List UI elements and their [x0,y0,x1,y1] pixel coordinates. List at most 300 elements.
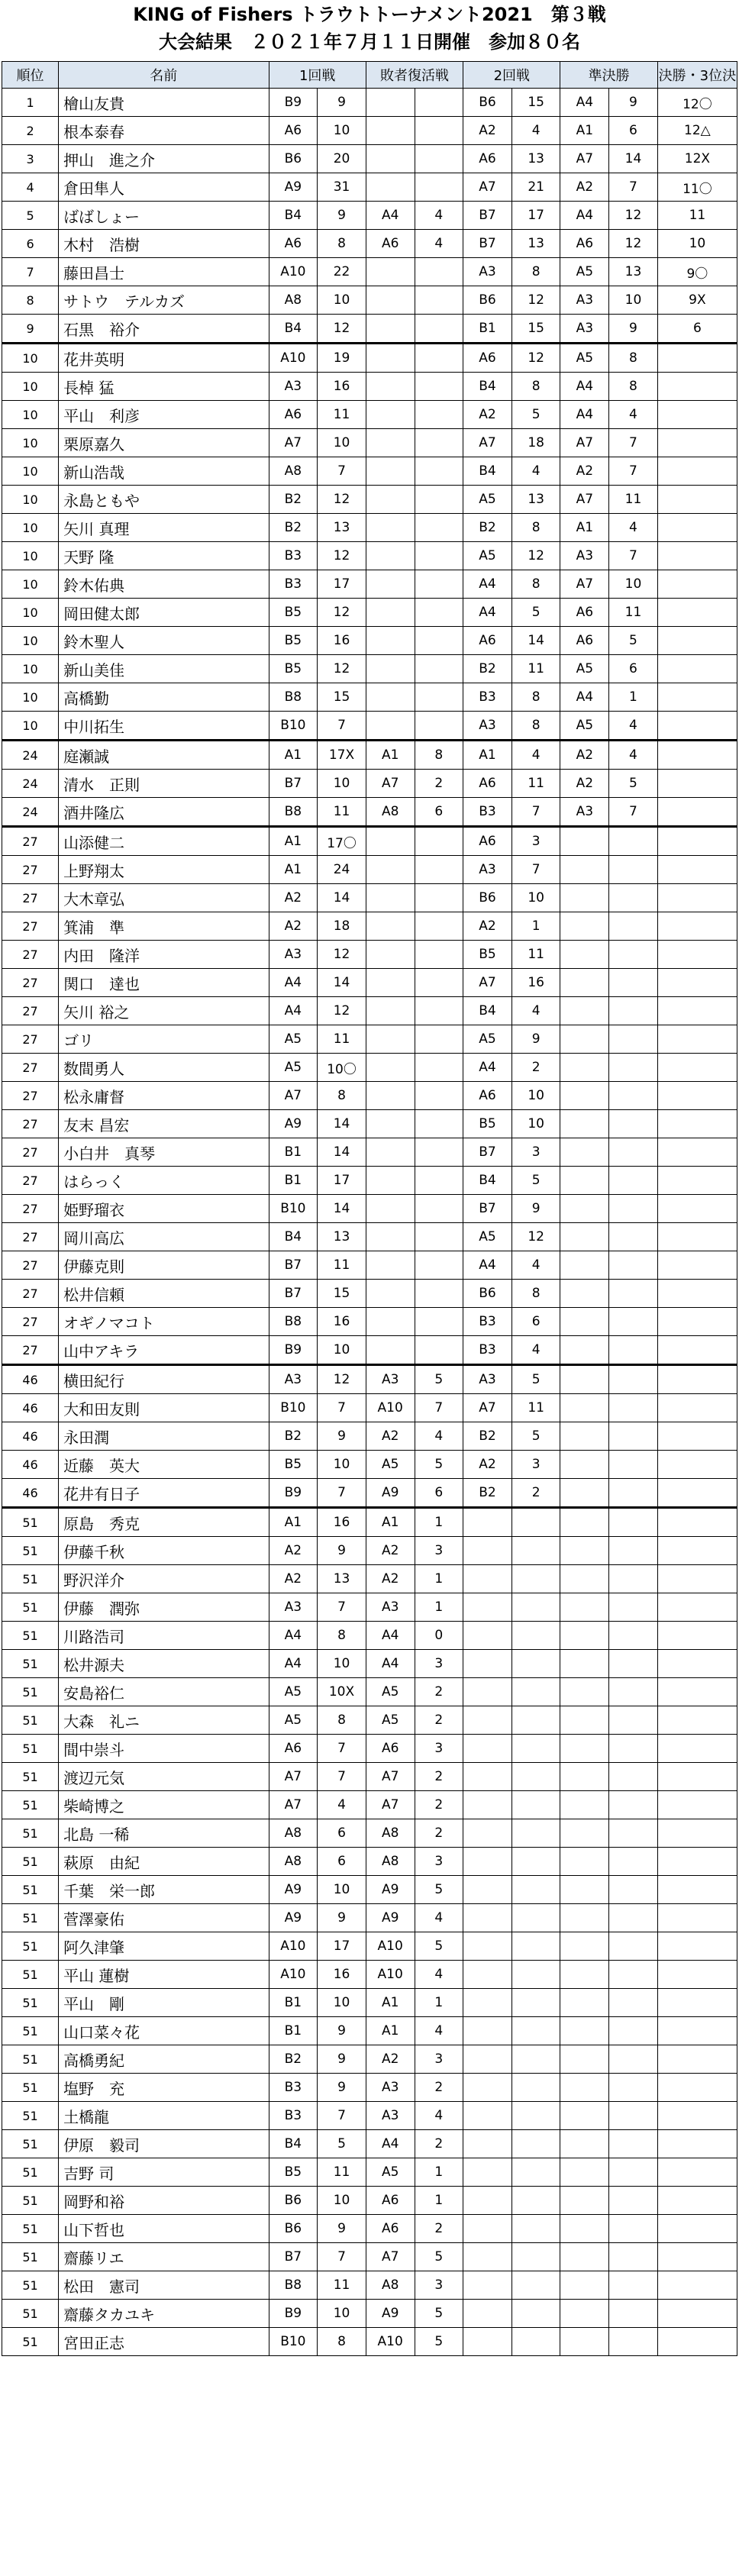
final-score-cell [657,1365,737,1394]
r2-slot-cell: B4 [463,373,512,401]
r2-score-cell: 15 [511,89,560,117]
result-row [2,1054,737,1082]
semi-score-cell: 10 [609,286,658,315]
r1-slot-cell: A10 [269,344,318,373]
name-cell: 倉田隼人 [59,173,269,202]
revival-score-cell [415,712,463,741]
r2-slot-cell: A4 [463,570,512,599]
revival-score-cell [415,117,463,145]
revival-score-cell [415,570,463,599]
r2-slot-cell: A3 [463,856,512,884]
result-row [2,429,737,457]
r1-slot-cell: B10 [269,712,318,741]
semi-score-cell: 9 [609,315,658,344]
rank-cell: 51 [2,2045,59,2074]
final-score-cell [657,856,737,884]
revival-score-cell: 4 [415,202,463,230]
r2-slot-cell: A1 [463,741,512,770]
revival-slot-cell: A1 [366,741,415,770]
r2-slot-cell: B2 [463,1479,512,1508]
revival-slot-cell [366,1138,415,1167]
semi-score-cell [609,1054,658,1082]
semi-slot-cell [560,2328,609,2356]
rank-cell: 5 [2,202,59,230]
r1-score-cell: 11 [318,1251,366,1280]
rank-cell: 51 [2,2017,59,2045]
r2-score-cell: 11 [511,1394,560,1422]
revival-slot-cell [366,173,415,202]
r2-slot-cell [463,1848,512,1876]
r2-slot-cell: B3 [463,683,512,712]
r2-slot-cell: A3 [463,1365,512,1394]
revival-slot-cell: A10 [366,1394,415,1422]
name-cell: 山添健二 [59,827,269,856]
semi-score-cell: 11 [609,599,658,627]
semi-slot-cell [560,1678,609,1706]
r2-slot-cell: A2 [463,1451,512,1479]
r1-score-cell: 11 [318,2158,366,2187]
name-cell: 川路浩司 [59,1622,269,1650]
r1-score-cell: 11 [318,798,366,827]
revival-slot-cell: A10 [366,1932,415,1961]
semi-score-cell [609,2300,658,2328]
r2-score-cell: 3 [511,1451,560,1479]
semi-score-cell [609,2271,658,2300]
semi-score-cell [609,1876,658,1904]
name-cell: 安島裕仁 [59,1678,269,1706]
header-row [2,62,737,89]
final-score-cell [657,627,737,655]
r1-score-cell: 13 [318,514,366,542]
result-row [2,2074,737,2102]
semi-score-cell [609,1110,658,1138]
name-cell: 根本泰春 [59,117,269,145]
revival-slot-cell [366,258,415,286]
rank-cell: 3 [2,145,59,173]
r1-slot-cell: B2 [269,1422,318,1451]
r2-score-cell [511,1819,560,1848]
semi-slot-cell: A3 [560,286,609,315]
name-cell: はらっく [59,1167,269,1195]
r1-slot-cell: B3 [269,542,318,570]
final-score-cell [657,1082,737,1110]
r2-score-cell: 12 [511,542,560,570]
revival-score-cell: 2 [415,2074,463,2102]
revival-slot-cell: A8 [366,798,415,827]
semi-slot-cell: A1 [560,117,609,145]
name-cell: 宮田正志 [59,2328,269,2356]
final-score-cell [657,1138,737,1167]
revival-slot-cell [366,912,415,941]
r2-slot-cell: B7 [463,1195,512,1223]
semi-slot-cell [560,1763,609,1791]
r1-slot-cell: B10 [269,1394,318,1422]
r1-slot-cell: A9 [269,1904,318,1932]
r1-slot-cell: B4 [269,315,318,344]
revival-slot-cell [366,570,415,599]
final-score-cell [657,1791,737,1819]
rank-cell: 27 [2,884,59,912]
semi-slot-cell [560,1819,609,1848]
rank-cell: 51 [2,2328,59,2356]
semi-score-cell [609,1394,658,1422]
rank-cell: 27 [2,1054,59,1082]
final-score-cell [657,1678,737,1706]
final-score-cell [657,997,737,1025]
r2-score-cell [511,1650,560,1678]
result-row [2,1451,737,1479]
header-name: 名前 [59,62,269,89]
r1-score-cell: 12 [318,1365,366,1394]
name-cell: 石黒 裕介 [59,315,269,344]
r2-score-cell: 4 [511,997,560,1025]
result-row [2,856,737,884]
final-score-cell [657,884,737,912]
r2-slot-cell [463,2271,512,2300]
result-row [2,1336,737,1365]
rank-cell: 46 [2,1365,59,1394]
final-score-cell [657,1989,737,2017]
rank-cell: 27 [2,969,59,997]
name-cell: 上野翔太 [59,856,269,884]
r1-score-cell: 10 [318,117,366,145]
result-row [2,655,737,683]
revival-score-cell [415,1110,463,1138]
semi-slot-cell: A4 [560,202,609,230]
semi-score-cell [609,856,658,884]
r1-slot-cell: A8 [269,1848,318,1876]
result-row [2,1138,737,1167]
name-cell: 千葉 栄一郎 [59,1876,269,1904]
rank-cell: 51 [2,1508,59,1537]
semi-score-cell [609,1082,658,1110]
revival-score-cell: 5 [415,1451,463,1479]
revival-slot-cell: A2 [366,2045,415,2074]
revival-slot-cell: A4 [366,1650,415,1678]
rank-cell: 27 [2,1308,59,1336]
rank-cell: 27 [2,1280,59,1308]
r2-score-cell: 8 [511,1280,560,1308]
r2-slot-cell: A6 [463,627,512,655]
r1-score-cell: 15 [318,1280,366,1308]
result-row [2,941,737,969]
r2-score-cell [511,2102,560,2130]
r2-score-cell [511,1706,560,1735]
revival-slot-cell [366,655,415,683]
revival-slot-cell [366,117,415,145]
revival-score-cell [415,286,463,315]
revival-slot-cell [366,827,415,856]
r2-slot-cell: B6 [463,884,512,912]
r1-score-cell: 10 [318,1989,366,2017]
result-row [2,457,737,486]
r1-score-cell: 8 [318,2328,366,2356]
r2-slot-cell [463,2215,512,2243]
name-cell: 箕浦 準 [59,912,269,941]
name-cell: 友末 昌宏 [59,1110,269,1138]
semi-score-cell: 7 [609,798,658,827]
final-score-cell [657,1223,737,1251]
revival-score-cell [415,173,463,202]
name-cell: 長棹 猛 [59,373,269,401]
revival-slot-cell [366,514,415,542]
semi-slot-cell: A4 [560,401,609,429]
r1-score-cell: 16 [318,1508,366,1537]
rank-cell: 24 [2,770,59,798]
name-cell: 大森 礼ニ [59,1706,269,1735]
r2-score-cell [511,1932,560,1961]
revival-score-cell: 2 [415,1763,463,1791]
name-cell: 齋藤タカユキ [59,2300,269,2328]
semi-slot-cell: A7 [560,145,609,173]
semi-score-cell [609,997,658,1025]
revival-slot-cell [366,1280,415,1308]
result-row [2,1904,737,1932]
r2-score-cell: 2 [511,1479,560,1508]
name-cell: 岡川高広 [59,1223,269,1251]
r1-score-cell: 9 [318,202,366,230]
rank-cell: 8 [2,286,59,315]
r2-score-cell [511,1989,560,2017]
final-score-cell [657,1308,737,1336]
result-row [2,145,737,173]
semi-slot-cell: A3 [560,542,609,570]
r2-score-cell: 11 [511,941,560,969]
r1-score-cell: 14 [318,1195,366,1223]
rank-cell: 27 [2,1167,59,1195]
r2-score-cell: 3 [511,827,560,856]
result-row [2,1479,737,1508]
r2-slot-cell [463,2158,512,2187]
result-row [2,1195,737,1223]
result-row [2,1537,737,1565]
revival-score-cell [415,827,463,856]
revival-score-cell [415,655,463,683]
semi-score-cell: 10 [609,570,658,599]
r1-slot-cell: A10 [269,1961,318,1989]
semi-slot-cell [560,1223,609,1251]
semi-score-cell: 8 [609,373,658,401]
result-row [2,486,737,514]
r2-slot-cell: B5 [463,1110,512,1138]
r2-score-cell: 5 [511,1365,560,1394]
rank-cell: 24 [2,741,59,770]
result-row [2,2271,737,2300]
r1-score-cell: 14 [318,1110,366,1138]
semi-slot-cell [560,1025,609,1054]
final-score-cell [657,570,737,599]
r1-slot-cell: A7 [269,1763,318,1791]
semi-score-cell [609,1451,658,1479]
r2-slot-cell [463,1650,512,1678]
name-cell: 山下哲也 [59,2215,269,2243]
r1-score-cell: 12 [318,599,366,627]
semi-slot-cell [560,1336,609,1365]
revival-score-cell [415,429,463,457]
r2-slot-cell: B6 [463,89,512,117]
name-cell: 栗原嘉久 [59,429,269,457]
revival-score-cell [415,89,463,117]
final-score-cell [657,1904,737,1932]
final-score-cell [657,1479,737,1508]
rank-cell: 51 [2,1819,59,1848]
r2-slot-cell [463,2074,512,2102]
final-score-cell [657,1394,737,1422]
semi-score-cell [609,1025,658,1054]
semi-slot-cell [560,827,609,856]
name-cell: 近藤 英大 [59,1451,269,1479]
revival-score-cell: 3 [415,1650,463,1678]
r1-score-cell: 20 [318,145,366,173]
name-cell: 高橋勤 [59,683,269,712]
semi-slot-cell: A5 [560,712,609,741]
final-score-cell: 12〇 [657,89,737,117]
r1-slot-cell: B9 [269,89,318,117]
semi-slot-cell [560,1394,609,1422]
final-score-cell: 12X [657,145,737,173]
semi-score-cell [609,2328,658,2356]
result-row [2,827,737,856]
revival-score-cell: 3 [415,2045,463,2074]
r1-score-cell: 16 [318,627,366,655]
r2-score-cell [511,2074,560,2102]
result-row [2,1848,737,1876]
r1-slot-cell: A5 [269,1706,318,1735]
final-score-cell [657,1650,737,1678]
final-score-cell [657,2102,737,2130]
r2-slot-cell: B7 [463,1138,512,1167]
semi-score-cell: 9 [609,89,658,117]
revival-score-cell: 2 [415,1678,463,1706]
semi-score-cell [609,827,658,856]
r2-slot-cell [463,1961,512,1989]
result-row [2,1251,737,1280]
revival-slot-cell [366,286,415,315]
name-cell: 伊藤克則 [59,1251,269,1280]
revival-score-cell: 1 [415,1565,463,1593]
semi-score-cell [609,1650,658,1678]
revival-score-cell: 3 [415,1735,463,1763]
page-title: KING of Fishers トラウトトーナメント2021 第３戦 [133,4,606,25]
name-cell: 伊原 毅司 [59,2130,269,2158]
r2-score-cell [511,1791,560,1819]
final-score-cell [657,2300,737,2328]
final-score-cell [657,2243,737,2271]
r1-slot-cell: B7 [269,770,318,798]
name-cell: 矢川 真理 [59,514,269,542]
rank-cell: 46 [2,1451,59,1479]
r2-slot-cell [463,1537,512,1565]
r1-score-cell: 8 [318,230,366,258]
r2-slot-cell [463,2130,512,2158]
r1-score-cell: 11 [318,1025,366,1054]
final-score-cell [657,1025,737,1054]
final-score-cell [657,1735,737,1763]
semi-slot-cell: A6 [560,599,609,627]
revival-score-cell: 3 [415,1848,463,1876]
name-cell: 松田 憲司 [59,2271,269,2300]
r1-slot-cell: A5 [269,1054,318,1082]
r1-slot-cell: B1 [269,1989,318,2017]
semi-slot-cell [560,1961,609,1989]
revival-slot-cell [366,1082,415,1110]
semi-score-cell [609,1904,658,1932]
revival-score-cell: 5 [415,2243,463,2271]
final-score-cell [657,1763,737,1791]
r1-slot-cell: B7 [269,1280,318,1308]
r1-slot-cell: A2 [269,884,318,912]
r2-slot-cell [463,1932,512,1961]
rank-cell: 51 [2,2158,59,2187]
semi-score-cell: 14 [609,145,658,173]
revival-score-cell [415,941,463,969]
revival-slot-cell: A9 [366,2300,415,2328]
semi-score-cell: 6 [609,117,658,145]
final-score-cell [657,1508,737,1537]
result-row [2,969,737,997]
r2-slot-cell [463,1706,512,1735]
rank-cell: 46 [2,1394,59,1422]
r2-slot-cell: A6 [463,770,512,798]
revival-score-cell: 5 [415,1932,463,1961]
r2-score-cell: 12 [511,286,560,315]
name-cell: 柴崎博之 [59,1791,269,1819]
r2-score-cell: 4 [511,117,560,145]
r2-slot-cell: A4 [463,599,512,627]
revival-slot-cell: A7 [366,1791,415,1819]
semi-score-cell [609,2045,658,2074]
rank-cell: 27 [2,1336,59,1365]
revival-score-cell [415,997,463,1025]
final-score-cell [657,969,737,997]
rank-cell: 27 [2,997,59,1025]
r2-slot-cell: B3 [463,1336,512,1365]
r1-slot-cell: B6 [269,2187,318,2215]
rank-cell: 51 [2,1791,59,1819]
revival-score-cell [415,145,463,173]
semi-slot-cell [560,1508,609,1537]
rank-cell: 51 [2,1537,59,1565]
revival-slot-cell: A2 [366,1537,415,1565]
r1-slot-cell: A9 [269,173,318,202]
revival-slot-cell [366,599,415,627]
name-cell: 北島 一稀 [59,1819,269,1848]
revival-slot-cell: A8 [366,2271,415,2300]
r2-slot-cell [463,2017,512,2045]
final-score-cell [657,1593,737,1622]
semi-score-cell: 5 [609,627,658,655]
r1-score-cell: 17 [318,570,366,599]
result-row [2,1308,737,1336]
semi-score-cell: 4 [609,741,658,770]
revival-slot-cell: A6 [366,2187,415,2215]
rank-cell: 51 [2,1706,59,1735]
revival-slot-cell [366,486,415,514]
r2-score-cell [511,1622,560,1650]
r1-slot-cell: B4 [269,2130,318,2158]
name-cell: 山中アキラ [59,1336,269,1365]
rank-cell: 51 [2,2187,59,2215]
r2-slot-cell [463,1678,512,1706]
r2-slot-cell: B7 [463,230,512,258]
r1-score-cell: 10X [318,1678,366,1706]
result-row [2,2158,737,2187]
revival-slot-cell: A9 [366,1876,415,1904]
result-row [2,2243,737,2271]
semi-slot-cell: A5 [560,344,609,373]
semi-slot-cell: A4 [560,373,609,401]
r2-slot-cell: A5 [463,486,512,514]
